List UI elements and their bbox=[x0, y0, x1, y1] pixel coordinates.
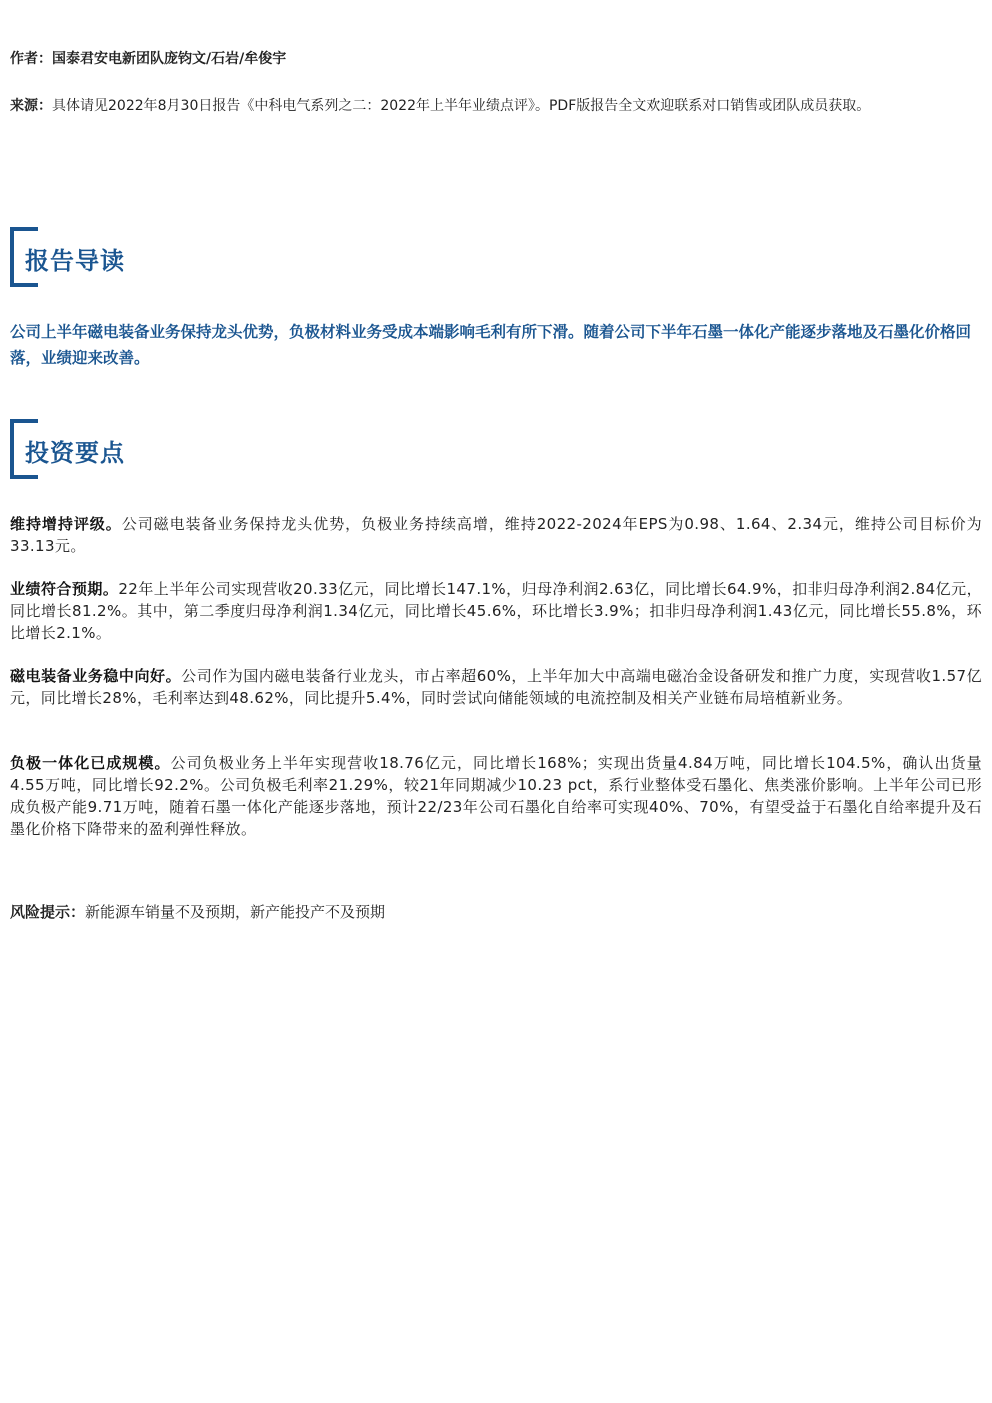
section-header-invest bbox=[10, 419, 210, 481]
risk-text: 新能源车销量不及预期，新产能投产不及预期 bbox=[85, 903, 386, 921]
section-header-guide bbox=[10, 227, 210, 289]
source-label: 来源： bbox=[10, 98, 52, 114]
point-heading: 负极一体化已成规模。 bbox=[10, 754, 171, 772]
point-body: 公司负极业务上半年实现营收18.76亿元，同比增长168%；实现出货量4.84万吨，同比增长104.5%，确认出货量4.55万吨，同比增长92.2%。公司负极毛利率21.29%，较21年同期减少10.23 pct，系行业整体受石墨化、焦类涨价影响。上半年公司已形成负极产能9.71万吨，随着石墨一体化产能逐步落地，预计22/23年公司石墨化自给率可实现40%、70%，有望受益于石墨化自给率提升及石墨化价格下降带来的盈利弹性释放。 bbox=[10, 754, 982, 838]
author-label: 作者： bbox=[10, 51, 52, 67]
point-heading: 磁电装备业务稳中向好。 bbox=[10, 667, 182, 685]
risk-note bbox=[10, 901, 385, 923]
point-heading: 维持增持评级。 bbox=[10, 515, 122, 533]
source-text: 具体请见2022年8月30日报告《中科电气系列之二：2022年上半年业绩点评》。PDF版报告全文欢迎联系对口销售或团队成员获取。 bbox=[52, 98, 871, 114]
point-body: 22年上半年公司实现营收20.33亿元，同比增长147.1%，归母净利润2.63亿，同比增长64.9%，扣非归母净利润2.84亿元，同比增长81.2%。其中，第二季度归母净利润1.34亿元，同比增长45.6%，环比增长3.9%；扣非归母净利润1.43亿元，同比增长55.8%，环比增长2.1%。 bbox=[10, 580, 982, 642]
point-paragraph bbox=[10, 665, 982, 709]
risk-label: 风险提示： bbox=[10, 903, 86, 921]
section-title-invest: 投资要点 bbox=[25, 439, 125, 467]
point-body: 公司作为国内磁电装备行业龙头，市占率超60%，上半年加大中高端电磁冶金设备研发和推广力度，实现营收1.57亿元，同比增长28%，毛利率达到48.62%，同比提升5.4%，同时尝试向储能领域的电流控制及相关产业链布局培植新业务。 bbox=[10, 667, 983, 707]
point-paragraph bbox=[10, 513, 982, 557]
point-body: 公司磁电装备业务保持龙头优势，负极业务持续高增，维持2022-2024年EPS为0.98、1.64、2.34元，维持公司目标价为33.13元。 bbox=[10, 515, 982, 555]
author-names: 国泰君安电新团队庞钧文/石岩/牟俊宇 bbox=[52, 51, 287, 67]
point-paragraph bbox=[10, 578, 982, 644]
source-line bbox=[10, 96, 982, 117]
point-heading: 业绩符合预期。 bbox=[10, 580, 119, 598]
point-paragraph bbox=[10, 752, 982, 840]
section-title-guide: 报告导读 bbox=[25, 247, 125, 275]
report-lead: 公司上半年磁电装备业务保持龙头优势，负极材料业务受成本端影响毛利有所下滑。随着公司下半年石墨一体化产能逐步落地及石墨化价格回落，业绩迎来改善。 bbox=[10, 323, 972, 367]
author-line bbox=[10, 49, 982, 70]
